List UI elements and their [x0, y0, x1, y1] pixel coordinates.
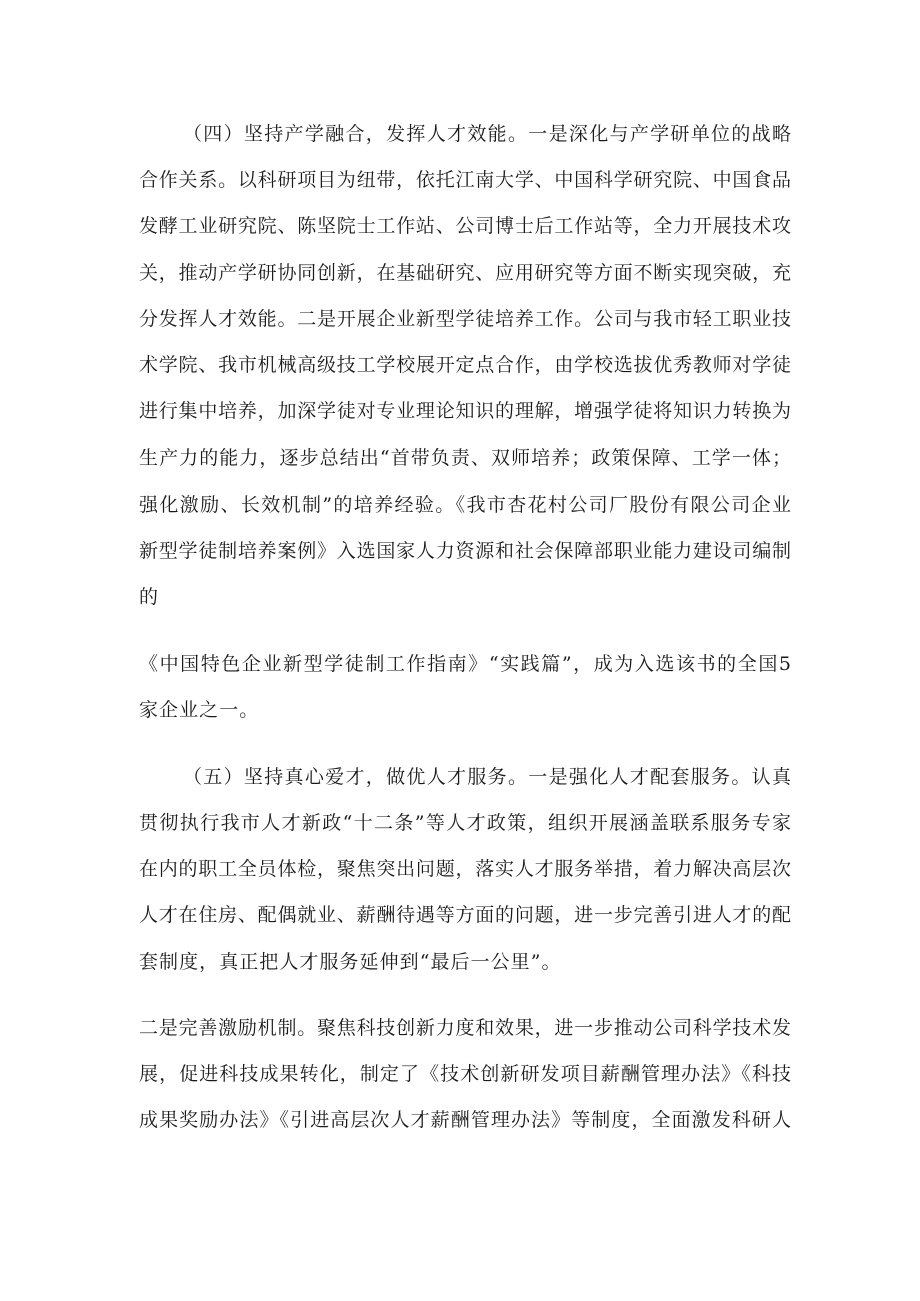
- paragraph-4-line-12: 《中国特色企业新型学徒制工作指南》“实践篇”，成为入选该书的全国5: [139, 653, 791, 675]
- paragraph-5-line-4: 人才在住房、配偶就业、薪酬待遇等方面的问题，进一步完善引进人才的配: [139, 904, 791, 926]
- paragraph-4-line-5: 分发挥人才效能。二是开展企业新型学徒培养工作。公司与我市轻工职业技: [139, 308, 791, 330]
- paragraph-4-line-11: 的: [139, 586, 160, 608]
- paragraph-6-line-2: 展，促进科技成果转化，制定了《技术创新研发项目薪酬管理办法》《科技: [139, 1063, 791, 1085]
- paragraph-5-line-1: （五）坚持真心爱才，做优人才服务。一是强化人才配套服务。认真: [183, 766, 791, 788]
- paragraph-4-line-1: （四）坚持产学融合，发挥人才效能。一是深化与产学研单位的战略: [183, 123, 791, 145]
- paragraph-4-line-13: 家企业之一。: [139, 699, 260, 721]
- paragraph-5-line-2: 贯彻执行我市人才新政“十二条”等人才政策，组织开展涵盖联系服务专家: [139, 812, 791, 834]
- paragraph-5-line-3: 在内的职工全员体检，聚焦突出问题，落实人才服务举措，着力解决高层次: [139, 858, 791, 880]
- paragraph-4-line-8: 生产力的能力，逐步总结出“首带负责、双师培养；政策保障、工学一体；: [139, 447, 791, 469]
- paragraph-4-line-6: 术学院、我市机械高级技工学校展开定点合作，由学校选拔优秀教师对学徒: [139, 354, 791, 376]
- paragraph-4-line-3: 发酵工业研究院、陈坚院士工作站、公司博士后工作站等，全力开展技术攻: [139, 215, 791, 237]
- paragraph-4-line-10: 新型学徒制培养案例》入选国家人力资源和社会保障部职业能力建设司编制: [139, 540, 791, 562]
- paragraph-4-line-7: 进行集中培养，加深学徒对专业理论知识的理解，增强学徒将知识力转换为: [139, 400, 791, 422]
- paragraph-4-line-9: 强化激励、长效机制”的培养经验。《我市杏花村公司厂股份有限公司企业: [139, 494, 791, 516]
- paragraph-5-line-5: 套制度，真正把人才服务延伸到“最后一公里”。: [139, 951, 562, 973]
- paragraph-6-line-1: 二是完善激励机制。聚焦科技创新力度和效果，进一步推动公司科学技术发: [139, 1017, 791, 1039]
- paragraph-4-line-2: 合作关系。以科研项目为纽带，依托江南大学、中国科学研究院、中国食品: [139, 169, 791, 191]
- paragraph-6-line-3: 成果奖励办法》《引进高层次人才薪酬管理办法》等制度，全面激发科研人: [139, 1109, 791, 1131]
- paragraph-4-line-4: 关，推动产学研协同创新，在基础研究、应用研究等方面不断实现突破，充: [139, 262, 791, 284]
